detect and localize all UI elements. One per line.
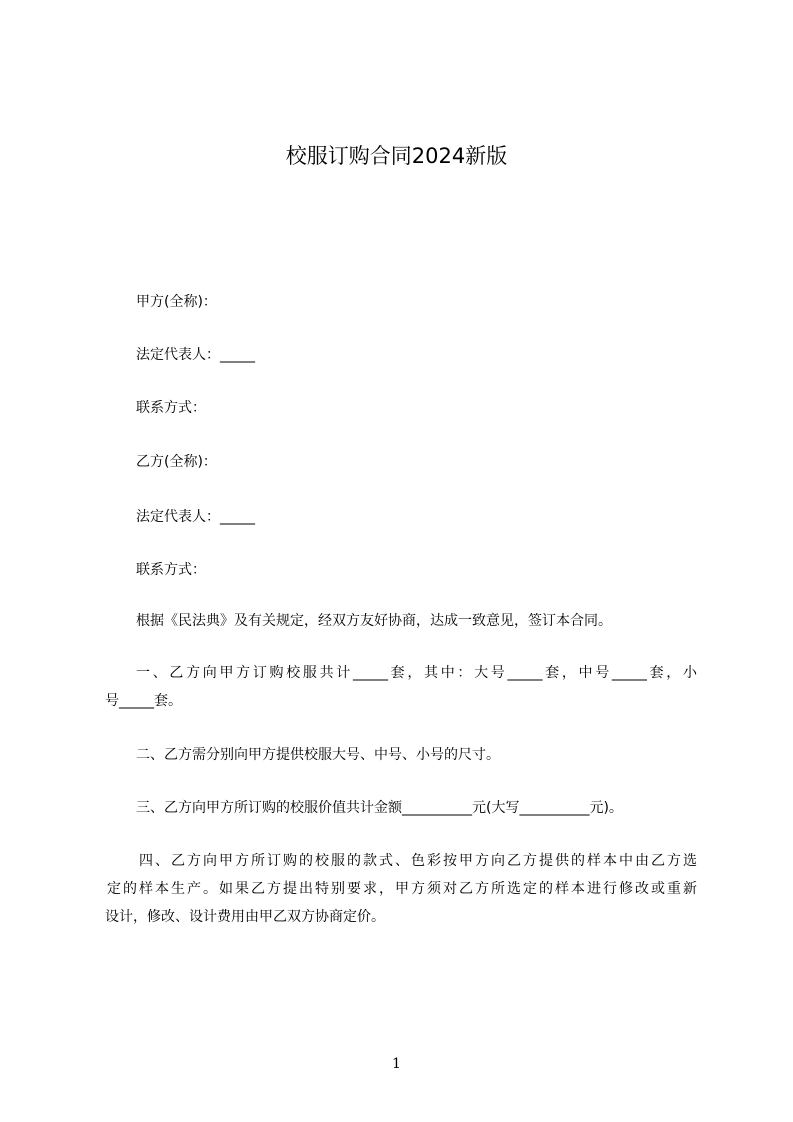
clause-1 xyxy=(105,659,697,715)
party-a-contact: 联系方式： xyxy=(136,400,206,416)
clause-4 xyxy=(105,847,697,931)
preamble-paragraph: 根据《民法典》及有关规定，经双方友好协商，达成一致意见，签订本合同。 xyxy=(136,613,612,629)
document-title: 校服订购合同2024新版 xyxy=(285,144,508,168)
clause-4-line-1: 四、乙方向甲方所订购的校服的款式、色彩按甲方向乙方提供的样本中由乙方选 xyxy=(139,853,697,869)
page-number: 1 xyxy=(392,1056,401,1072)
party-b-contact: 联系方式： xyxy=(136,562,206,578)
clause-4-line-2: 定的样本生产。如果乙方提出特别要求，甲方须对乙方所选定的样本进行修改或重新 xyxy=(107,881,697,897)
clause-1-line-1: 一、乙方向甲方订购校服共计_____套，其中：大号_____套，中号_____套，小 xyxy=(136,665,697,681)
party-a-representative: 法定代表人：_____ xyxy=(136,347,255,363)
party-a-name: 甲方(全称)： xyxy=(136,294,217,310)
clause-3: 三、乙方向甲方所订购的校服价值共计金额__________元(大写__________元)。 xyxy=(136,800,623,816)
clause-2: 二、乙方需分别向甲方提供校服大号、中号、小号的尺寸。 xyxy=(136,747,500,763)
party-b-name: 乙方(全称)： xyxy=(136,454,217,470)
party-b-representative: 法定代表人：_____ xyxy=(136,509,255,525)
clause-1-line-2: 号_____套。 xyxy=(105,693,182,709)
clause-4-line-3: 设计，修改、设计费用由甲乙双方协商定价。 xyxy=(105,909,385,925)
